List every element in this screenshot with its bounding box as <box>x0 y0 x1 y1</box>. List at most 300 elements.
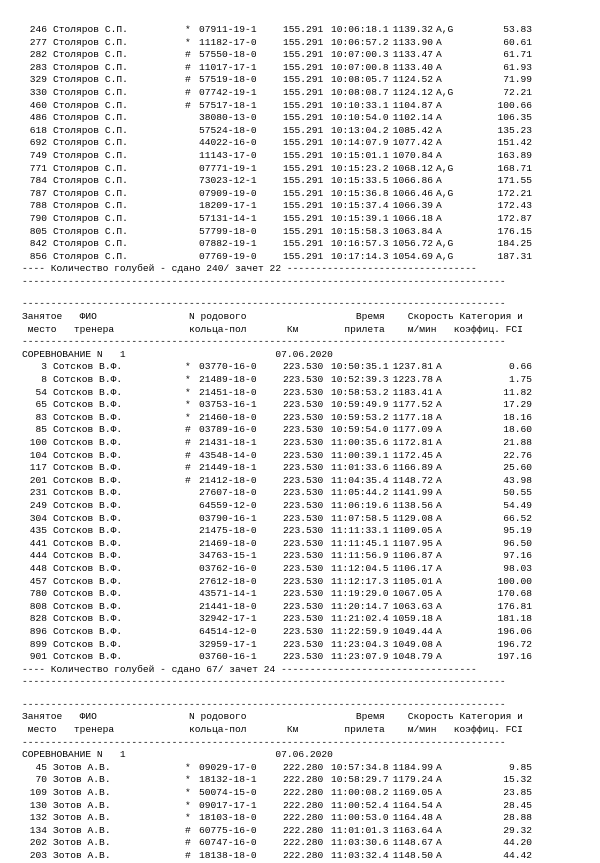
coefficient: 44.20 <box>503 837 532 849</box>
speed: 1179.24 <box>392 774 433 786</box>
distance-km: 222.280 <box>283 774 324 786</box>
distance-km: 155.291 <box>283 137 324 149</box>
arrival-time: 10:07:00.3 <box>331 49 389 61</box>
place: 134 <box>29 824 47 836</box>
place: 130 <box>29 799 47 811</box>
result-row <box>22 812 582 825</box>
coefficient: 151.42 <box>497 137 532 149</box>
speed: 1163.64 <box>392 824 433 836</box>
result-row <box>22 613 582 626</box>
distance-km: 223.530 <box>283 562 324 574</box>
result-row <box>22 412 582 425</box>
coefficient: 1.75 <box>508 374 532 386</box>
coefficient: 196.72 <box>497 638 532 650</box>
category: A <box>436 537 442 549</box>
ring-number: 03789-16-0 <box>199 424 257 436</box>
ring-number: 64514-12-0 <box>199 625 257 637</box>
ring-number: 11143-17-0 <box>199 149 257 161</box>
section-gap <box>22 689 582 699</box>
competition-title: СОРЕВНОВАНИЕ N 1 <box>22 749 126 761</box>
result-row <box>22 251 582 264</box>
category: A <box>436 761 442 773</box>
distance-km: 223.530 <box>283 449 324 461</box>
trainer-name: Столяров С.П. <box>53 24 128 35</box>
speed: 1048.79 <box>392 651 433 663</box>
mark: * <box>185 799 191 811</box>
speed: 1141.99 <box>392 487 433 499</box>
result-row <box>22 538 582 551</box>
place: 201 <box>29 474 47 486</box>
ring-number: 18132-18-1 <box>199 774 257 786</box>
category: A <box>436 49 442 61</box>
speed: 1177.18 <box>392 411 433 423</box>
coefficient: 61.71 <box>503 49 532 61</box>
result-row <box>22 188 582 201</box>
column-header-line-2: место тренера кольца-пол Км прилета м/мин коэффиц. FCI <box>22 323 523 335</box>
speed: 1172.45 <box>392 449 433 461</box>
speed: 1070.84 <box>392 149 433 161</box>
trainer-name: Сотсков В.Ф. <box>53 575 123 587</box>
arrival-time: 10:58:53.2 <box>331 386 389 398</box>
arrival-time: 11:21:02.4 <box>331 613 389 625</box>
trainer-name: Зотов А.В. <box>53 761 111 773</box>
speed: 1068.12 <box>392 162 433 174</box>
trainer-name: Сотсков В.Ф. <box>53 525 123 537</box>
mark: * <box>185 411 191 423</box>
trainer-name: Столяров С.П. <box>53 175 128 187</box>
competition-date: 07.06.2020 <box>275 749 333 761</box>
header-rule: ------------------------------------------------------------------------------------ <box>22 736 506 748</box>
category: A <box>436 149 442 161</box>
place: 788 <box>29 200 47 212</box>
distance-km: 222.280 <box>283 812 324 824</box>
place: 901 <box>29 651 47 663</box>
speed: 1172.81 <box>392 437 433 448</box>
place: 202 <box>29 837 47 849</box>
speed: 1102.14 <box>392 112 433 124</box>
arrival-time: 11:12:17.3 <box>331 575 389 587</box>
ring-number: 43571-14-1 <box>199 588 257 600</box>
coefficient: 0.66 <box>508 361 532 373</box>
ring-number: 11182-17-0 <box>199 36 257 48</box>
speed: 1129.08 <box>392 512 433 524</box>
place: 3 <box>41 361 47 373</box>
speed: 1139.32 <box>392 24 433 35</box>
arrival-time: 10:10:54.0 <box>331 112 389 124</box>
speed: 1148.50 <box>392 850 433 861</box>
category: A <box>436 137 442 149</box>
arrival-time: 10:08:08.7 <box>331 86 389 98</box>
mark: * <box>185 399 191 411</box>
place: 249 <box>29 499 47 511</box>
result-row <box>22 588 582 601</box>
arrival-time: 10:15:58.3 <box>331 225 389 237</box>
column-header-line-1: Занятое ФИО N родового Время Скорость Категория и <box>22 711 523 723</box>
distance-km: 223.530 <box>283 462 324 474</box>
place: 329 <box>29 74 47 86</box>
result-row <box>22 651 582 664</box>
ring-number: 18103-18-0 <box>199 812 257 824</box>
arrival-time: 10:08:05.7 <box>331 74 389 86</box>
category: A <box>436 361 442 373</box>
category: A <box>436 562 442 574</box>
trainer-name: Сотсков В.Ф. <box>53 474 123 486</box>
coefficient: 29.32 <box>503 824 532 836</box>
distance-km: 155.291 <box>283 175 324 187</box>
coefficient: 187.31 <box>497 250 532 262</box>
trainer-name: Сотсков В.Ф. <box>53 437 123 448</box>
header-rule: ------------------------------------------------------------------------------------ <box>22 336 506 348</box>
trainer-name: Сотсков В.Ф. <box>53 411 123 423</box>
distance-km: 155.291 <box>283 225 324 237</box>
distance-km: 155.291 <box>283 238 324 250</box>
arrival-time: 11:01:01.3 <box>331 824 389 836</box>
arrival-time: 10:16:57.3 <box>331 238 389 250</box>
coefficient: 172.87 <box>497 212 532 224</box>
ring-number: 57799-18-0 <box>199 225 257 237</box>
mark: # <box>185 824 191 836</box>
speed: 1169.05 <box>392 787 433 799</box>
distance-km: 223.530 <box>283 399 324 411</box>
result-row <box>22 226 582 239</box>
result-row <box>22 399 582 412</box>
result-row <box>22 774 582 787</box>
ring-number: 44022-16-0 <box>199 137 257 149</box>
result-row <box>22 87 582 100</box>
distance-km: 222.280 <box>283 824 324 836</box>
speed: 1066.86 <box>392 175 433 187</box>
distance-km: 223.530 <box>283 361 324 373</box>
trainer-name: Столяров С.П. <box>53 250 128 262</box>
ring-number: 21449-18-1 <box>199 462 257 474</box>
speed: 1124.12 <box>392 86 433 98</box>
category: A,G <box>436 238 454 250</box>
distance-km: 223.530 <box>283 374 324 386</box>
speed: 1085.42 <box>392 124 433 136</box>
category: A <box>436 850 442 861</box>
distance-km: 223.530 <box>283 525 324 537</box>
trainer-name: Столяров С.П. <box>53 212 128 224</box>
place: 100 <box>29 437 47 448</box>
ring-number: 21489-18-0 <box>199 374 257 386</box>
arrival-time: 11:22:59.9 <box>331 625 389 637</box>
category: A <box>436 474 442 486</box>
arrival-time: 10:06:57.2 <box>331 36 389 48</box>
result-row <box>22 762 582 775</box>
distance-km: 155.291 <box>283 99 324 111</box>
result-row <box>22 175 582 188</box>
speed: 1056.72 <box>392 238 433 250</box>
coefficient: 61.93 <box>503 61 532 73</box>
distance-km: 155.291 <box>283 250 324 262</box>
arrival-time: 11:11:56.9 <box>331 550 389 562</box>
ring-number: 57131-14-1 <box>199 212 257 224</box>
speed: 1183.41 <box>392 386 433 398</box>
result-row <box>22 525 582 538</box>
results-document <box>22 24 582 863</box>
mark: * <box>185 36 191 48</box>
ring-number: 21460-18-0 <box>199 411 257 423</box>
trainer-name: Сотсков В.Ф. <box>53 462 123 474</box>
arrival-time: 11:03:32.4 <box>331 850 389 861</box>
trainer-name: Зотов А.В. <box>53 787 111 799</box>
category: A <box>436 399 442 411</box>
coefficient: 170.68 <box>497 588 532 600</box>
mark: * <box>185 386 191 398</box>
mark: # <box>185 74 191 86</box>
category: A <box>436 651 442 663</box>
coefficient: 71.99 <box>503 74 532 86</box>
trainer-name: Зотов А.В. <box>53 837 111 849</box>
ring-number: 18138-18-0 <box>199 850 257 861</box>
distance-km: 222.280 <box>283 761 324 773</box>
coefficient: 100.66 <box>497 99 532 111</box>
place: 780 <box>29 588 47 600</box>
ring-number: 09029-17-0 <box>199 761 257 773</box>
coefficient: 25.60 <box>503 462 532 474</box>
place: 457 <box>29 575 47 587</box>
ring-number: 03753-16-1 <box>199 399 257 411</box>
trainer-name: Сотсков В.Ф. <box>53 638 123 650</box>
place: 435 <box>29 525 47 537</box>
ring-number: 57519-18-0 <box>199 74 257 86</box>
arrival-time: 10:59:49.9 <box>331 399 389 411</box>
mark: # <box>185 86 191 98</box>
mark: # <box>185 449 191 461</box>
place: 277 <box>29 36 47 48</box>
ring-number: 27612-18-0 <box>199 575 257 587</box>
result-row <box>22 125 582 138</box>
arrival-time: 11:06:19.6 <box>331 499 389 511</box>
category: A,G <box>436 162 454 174</box>
ring-number: 03790-16-1 <box>199 512 257 524</box>
place: 282 <box>29 49 47 61</box>
distance-km: 223.530 <box>283 651 324 663</box>
category: A <box>436 499 442 511</box>
place: 896 <box>29 625 47 637</box>
result-row <box>22 374 582 387</box>
trainer-name: Сотсков В.Ф. <box>53 537 123 549</box>
distance-km: 223.530 <box>283 411 324 423</box>
trainer-name: Столяров С.П. <box>53 200 128 212</box>
category: A <box>436 99 442 111</box>
category: A <box>436 799 442 811</box>
arrival-time: 11:00:53.0 <box>331 812 389 824</box>
trainer-name: Столяров С.П. <box>53 99 128 111</box>
coefficient: 181.18 <box>497 613 532 625</box>
ring-number: 18209-17-1 <box>199 200 257 212</box>
coefficient: 163.89 <box>497 149 532 161</box>
speed: 1124.52 <box>392 74 433 86</box>
arrival-time: 11:23:04.3 <box>331 638 389 650</box>
ring-number: 50074-15-0 <box>199 787 257 799</box>
arrival-time: 11:00:39.1 <box>331 449 389 461</box>
place: 486 <box>29 112 47 124</box>
speed: 1138.56 <box>392 499 433 511</box>
place: 444 <box>29 550 47 562</box>
place: 104 <box>29 449 47 461</box>
category: A <box>436 124 442 136</box>
category: A <box>436 74 442 86</box>
category: A,G <box>436 86 454 98</box>
speed: 1106.17 <box>392 562 433 574</box>
distance-km: 223.530 <box>283 625 324 637</box>
ring-number: 32942-17-1 <box>199 613 257 625</box>
trainer-name: Сотсков В.Ф. <box>53 600 123 612</box>
result-row <box>22 601 582 614</box>
speed: 1133.90 <box>392 36 433 48</box>
arrival-time: 10:52:39.3 <box>331 374 389 386</box>
trainer-name: Столяров С.П. <box>53 137 128 149</box>
place: 203 <box>29 850 47 861</box>
place: 787 <box>29 187 47 199</box>
category: A <box>436 411 442 423</box>
category: A <box>436 512 442 524</box>
ring-number: 03770-16-0 <box>199 361 257 373</box>
mark: # <box>185 462 191 474</box>
distance-km: 223.530 <box>283 487 324 499</box>
result-row <box>22 800 582 813</box>
category: A <box>436 462 442 474</box>
trainer-name: Сотсков В.Ф. <box>53 487 123 499</box>
trainer-name: Сотсков В.Ф. <box>53 499 123 511</box>
place: 85 <box>35 424 47 436</box>
distance-km: 222.280 <box>283 837 324 849</box>
coefficient: 106.35 <box>497 112 532 124</box>
distance-km: 155.291 <box>283 49 324 61</box>
speed: 1105.01 <box>392 575 433 587</box>
mark: * <box>185 761 191 773</box>
mark: # <box>185 850 191 861</box>
trainer-name: Сотсков В.Ф. <box>53 512 123 524</box>
trainer-name: Зотов А.В. <box>53 774 111 786</box>
coefficient: 21.88 <box>503 437 532 448</box>
speed: 1164.54 <box>392 799 433 811</box>
arrival-time: 11:03:30.6 <box>331 837 389 849</box>
speed: 1077.42 <box>392 137 433 149</box>
place: 808 <box>29 600 47 612</box>
place: 790 <box>29 212 47 224</box>
result-row <box>22 213 582 226</box>
arrival-time: 10:06:18.1 <box>331 24 389 35</box>
category: A <box>436 774 442 786</box>
coefficient: 176.81 <box>497 600 532 612</box>
speed: 1049.08 <box>392 638 433 650</box>
coefficient: 54.49 <box>503 499 532 511</box>
result-row <box>22 475 582 488</box>
mark: # <box>185 837 191 849</box>
trainer-name: Столяров С.П. <box>53 225 128 237</box>
place: 856 <box>29 250 47 262</box>
distance-km: 223.530 <box>283 537 324 549</box>
result-row <box>22 563 582 576</box>
mark: * <box>185 361 191 373</box>
speed: 1054.69 <box>392 250 433 262</box>
place: 54 <box>35 386 47 398</box>
section-summary: ---- Количество голубей - сдано 240/ зачет 22 --------------------------------- <box>22 263 477 275</box>
result-row <box>22 424 582 437</box>
coefficient: 72.21 <box>503 86 532 98</box>
arrival-time: 10:07:00.8 <box>331 61 389 73</box>
coefficient: 184.25 <box>497 238 532 250</box>
category: A <box>436 550 442 562</box>
distance-km: 223.530 <box>283 386 324 398</box>
arrival-time: 10:15:01.1 <box>331 149 389 161</box>
trainer-name: Сотсков В.Ф. <box>53 625 123 637</box>
arrival-time: 11:00:08.2 <box>331 787 389 799</box>
trainer-name: Зотов А.В. <box>53 850 111 861</box>
coefficient: 9.85 <box>508 761 532 773</box>
speed: 1109.05 <box>392 525 433 537</box>
coefficient: 53.83 <box>503 24 532 35</box>
result-row <box>22 825 582 838</box>
category: A <box>436 225 442 237</box>
distance-km: 222.280 <box>283 787 324 799</box>
result-row <box>22 112 582 125</box>
ring-number: 21469-18-0 <box>199 537 257 549</box>
distance-km: 223.530 <box>283 437 324 448</box>
arrival-time: 10:14:07.9 <box>331 137 389 149</box>
coefficient: 28.88 <box>503 812 532 824</box>
distance-km: 155.291 <box>283 36 324 48</box>
trainer-name: Сотсков В.Ф. <box>53 386 123 398</box>
category: A <box>436 588 442 600</box>
competition-line <box>22 349 582 362</box>
place: 283 <box>29 61 47 73</box>
trainer-name: Сотсков В.Ф. <box>53 651 123 663</box>
trainer-name: Столяров С.П. <box>53 238 128 250</box>
category: A <box>436 625 442 637</box>
result-row <box>22 150 582 163</box>
place: 8 <box>41 374 47 386</box>
coefficient: 28.45 <box>503 799 532 811</box>
speed: 1164.48 <box>392 812 433 824</box>
result-row <box>22 487 582 500</box>
mark: * <box>185 774 191 786</box>
coefficient: 171.55 <box>497 175 532 187</box>
competition-title: СОРЕВНОВАНИЕ N 1 <box>22 348 126 360</box>
coefficient: 98.03 <box>503 562 532 574</box>
trainer-name: Сотсков В.Ф. <box>53 588 123 600</box>
speed: 1148.67 <box>392 837 433 849</box>
category: A <box>436 424 442 436</box>
ring-number: 60775-16-0 <box>199 824 257 836</box>
place: 842 <box>29 238 47 250</box>
result-row <box>22 163 582 176</box>
category: A <box>436 112 442 124</box>
place: 828 <box>29 613 47 625</box>
place: 692 <box>29 137 47 149</box>
result-row <box>22 626 582 639</box>
distance-km: 223.530 <box>283 474 324 486</box>
distance-km: 223.530 <box>283 550 324 562</box>
mark: # <box>185 49 191 61</box>
result-row <box>22 24 582 37</box>
place: 771 <box>29 162 47 174</box>
distance-km: 155.291 <box>283 61 324 73</box>
speed: 1066.39 <box>392 200 433 212</box>
coefficient: 196.06 <box>497 625 532 637</box>
distance-km: 223.530 <box>283 613 324 625</box>
distance-km: 155.291 <box>283 124 324 136</box>
coefficient: 100.00 <box>497 575 532 587</box>
distance-km: 223.530 <box>283 588 324 600</box>
speed: 1106.87 <box>392 550 433 562</box>
place: 460 <box>29 99 47 111</box>
category: A <box>436 525 442 537</box>
trainer-name: Сотсков В.Ф. <box>53 449 123 461</box>
place: 784 <box>29 175 47 187</box>
